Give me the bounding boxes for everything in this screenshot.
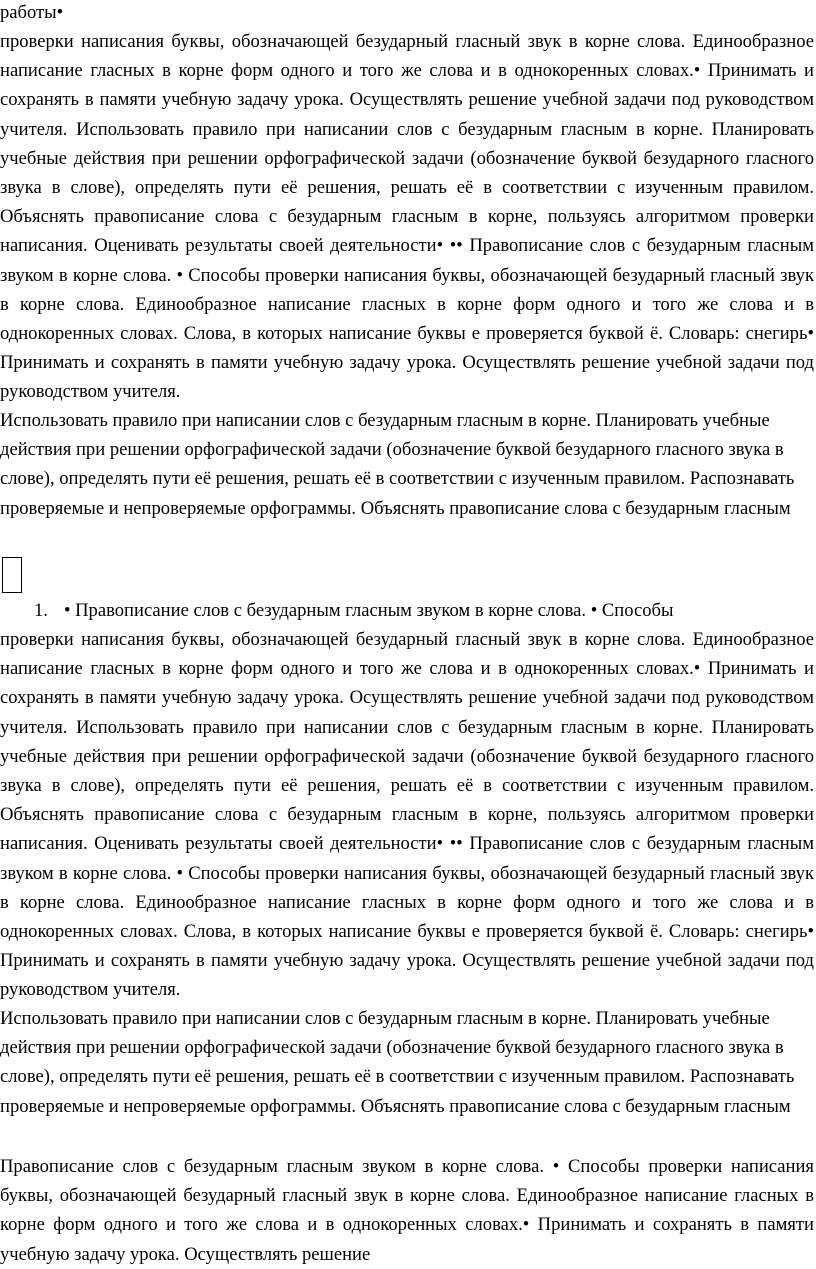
paragraph-3-justified: Правописание слов с безударным гласным звуком в корне слова. • Способы проверки написания буквы, обозначающей безударный гласный звук в корне слова. Единообразное написание гласных в корне форм одного и того же слова и в однокоренных словах.• Принимать и сохранять в памяти учебную задачу урока. Осуществлять решение — [0, 1156, 814, 1265]
paragraph-2-continuation: Использовать правило при написании слов с безударным гласным в корне. Планировать учебные действия при решении орфографической задачи (обозначение буквой безударного гласного звука в слове), определять пути её решения, решать её в соответствии с изученным правилом. Распознавать проверяемые и непроверяемые орфограммы. Объяснять правописание слова с безударным гласным — [0, 1008, 795, 1117]
empty-checkbox-frame — [2, 557, 22, 593]
list-number: 1. — [34, 600, 48, 621]
paragraph-1-justified: проверки написания буквы, обозначающей безударный гласный звук в корне слова. Единообразное написание гласных в корне форм одного и того же слова и в однокоренных словах.• Принимать и сохранять в памяти учебную задачу урока. Осуществлять решение учебной задачи под руководством учителя. Использовать правило при написании слов с безударным гласным в корне. Планировать учебные действия при решении орфографической задачи (обозначение буквой безударного гласного звука в слове), определять пути её решения, решать её в соответствии с изученным правилом. Объяснять правописание слова с безударным гласным в корне, пользуясь алгоритмом проверки написания. Оценивать результаты своей деятельности• •• Правописание слов с безударным гласным звуком в корне слова. • Способы проверки написания буквы, обозначающей безударный гласный звук в корне слова. Единообразное написание гласных в корне форм одного и того же слова и в однокоренных словах. Слова, в которых написание буквы е проверяется буквой ё. Словарь: снегирь• Принимать и сохранять в памяти учебную задачу урока. Осуществлять решение учебной задачи под руководством учителя. — [0, 31, 814, 403]
list-item-1-first-line — [0, 596, 814, 625]
top-fragment: работы• — [0, 2, 64, 23]
list-item-1-lead: • Правописание слов с безударным гласным звуком в корне слова. • Способы — [63, 600, 674, 621]
paragraph-1-continuation: Использовать правило при написании слов с безударным гласным в корне. Планировать учебные действия при решении орфографической задачи (обозначение буквой безударного гласного звука в слове), определять пути её решения, решать её в соответствии с изученным правилом. Распознавать проверяемые и непроверяемые орфограммы. Объяснять правописание слова с безударным гласным — [0, 410, 795, 519]
paragraph-2-justified: проверки написания буквы, обозначающей безударный гласный звук в корне слова. Единообразное написание гласных в корне форм одного и того же слова и в однокоренных словах.• Принимать и сохранять в памяти учебную задачу урока. Осуществлять решение учебной задачи под руководством учителя. Использовать правило при написании слов с безударным гласным в корне. Планировать учебные действия при решении орфографической задачи (обозначение буквой безударного гласного звука в слове), определять пути её решения, решать её в соответствии с изученным правилом. Объяснять правописание слова с безударным гласным в корне, пользуясь алгоритмом проверки написания. Оценивать результаты своей деятельности• •• Правописание слов с безударным гласным звуком в корне слова. • Способы проверки написания буквы, обозначающей безударный гласный звук в корне слова. Единообразное написание гласных в корне форм одного и того же слова и в однокоренных словах. Слова, в которых написание буквы е проверяется буквой ё. Словарь: снегирь• Принимать и сохранять в памяти учебную задачу урока. Осуществлять решение учебной задачи под руководством учителя. — [0, 629, 814, 1001]
